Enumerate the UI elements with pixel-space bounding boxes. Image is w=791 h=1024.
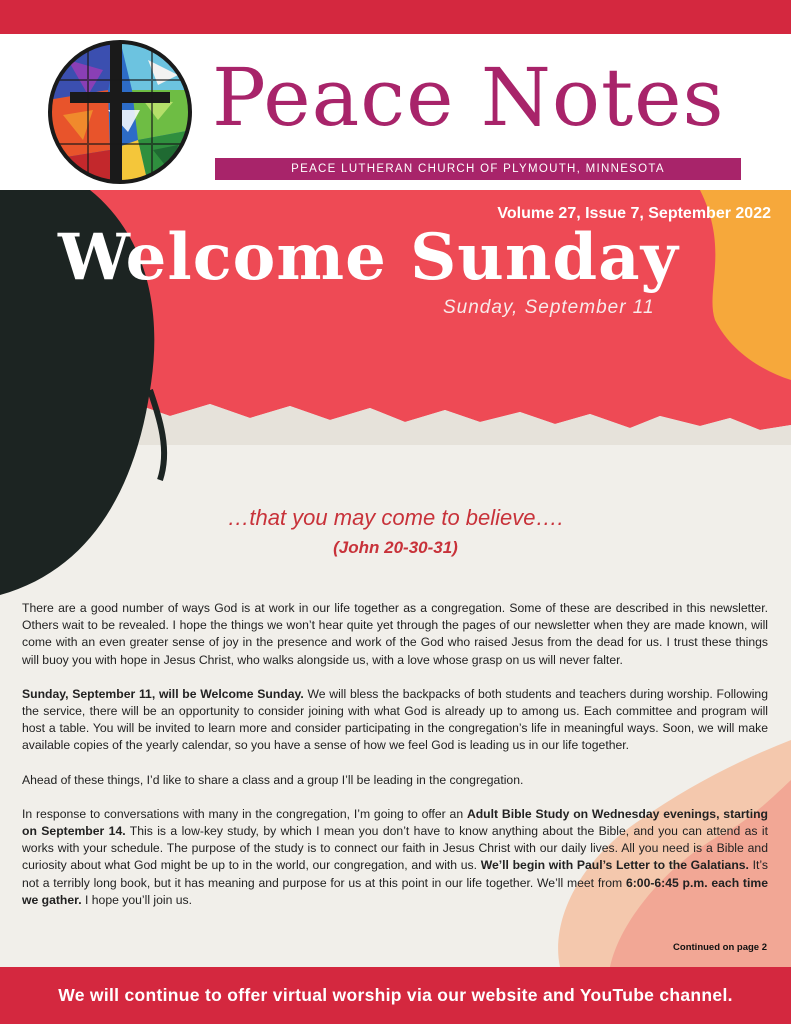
church-name-banner: PEACE LUTHERAN CHURCH OF PLYMOUTH, MINNESOTA: [215, 158, 741, 180]
footer-banner: [0, 967, 791, 1024]
text: I hope you’ll join us.: [81, 892, 193, 907]
issue-info: Volume 27, Issue 7, September 2022: [497, 205, 771, 222]
newsletter-title: Peace Notes: [212, 51, 725, 144]
paragraph: [22, 806, 768, 909]
bold-text: Adult Bible Study on Wednesday evenings, starting on September 14.: [22, 806, 768, 839]
top-banner: [0, 0, 791, 34]
continued-note: Continued on page 2: [673, 942, 767, 953]
bold-text: We’ll begin with Paul’s Letter to the Galatians.: [480, 858, 749, 873]
paragraph: Ahead of these things, I’d like to share a class and a group I’ll be leading in the congregation.: [22, 772, 524, 787]
text: In response to conversations with many in the congregation, I’m going to offer an: [22, 806, 467, 821]
footer-text: We will continue to offer virtual worship via our website and YouTube channel.: [58, 985, 733, 1005]
bold-text: 6:00-6:45 p.m. each time we gather.: [22, 875, 768, 907]
text: This is a low-key study, by which I mean you don’t have to know anything about the Bible, and you can attend as it works with your schedule. The purpose of the study is to connect our faith in Jesus Christ with our daily lives. All you need is a Bible and curiosity about what God might be up to in the world, our congregation, and with us.: [22, 824, 768, 873]
text: We will bless the backpacks of both students and teachers during worship. Following the service, there will be an opportunity to consider joining with what God is already up to among us. Each committee and program will host a table. You will be invited to learn more and consider participating in the congregation’s life in meaningful ways. Soon, we will make available copies of the yearly calendar, so you have a sense of how we feel God is leading us in our life together.: [22, 686, 768, 753]
paragraph: There are a good number of ways God is at work in our life together as a congregation. Some of these are described in this newsletter. Others wait to be revealed. I hope the things we won’t hear quite yet through the pages of our newsletter when they are made known, will come with an even greater sense of joy in the presence and work of the God who raised Jesus from the dead for us. I trust these things will buoy you with hope in Jesus Christ, who walks alongside us, with a love whose grasp on us will never falter.: [22, 601, 768, 667]
text: It’s not a terribly long book, but it has meaning and purpose for us at this point in our life together. We’ll meet from: [22, 858, 768, 890]
bold-text: Sunday, September 11, will be Welcome Sunday.: [22, 686, 304, 701]
paragraph: [22, 686, 768, 755]
event-date: Sunday, September 11: [443, 297, 655, 318]
scripture-reference: (John 20-30-31): [333, 538, 458, 557]
scripture-quote: …that you may come to believe….: [227, 505, 564, 530]
stained-glass-cross-icon: [48, 40, 192, 184]
headline: Welcome Sunday: [58, 220, 679, 295]
article-body: [22, 600, 768, 926]
